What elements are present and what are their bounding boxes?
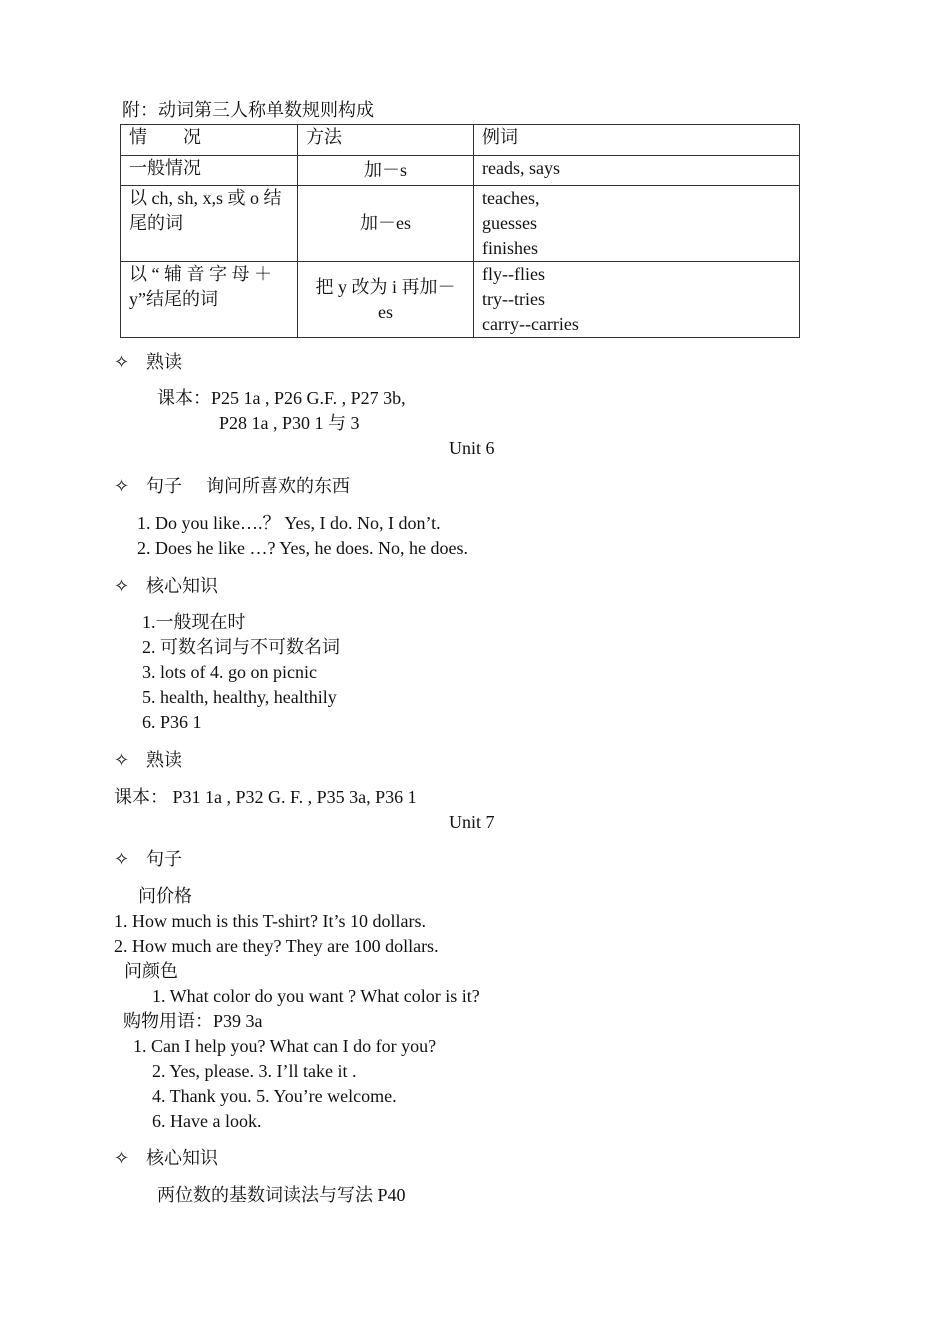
sentence-line: 1. Do you like….？ Yes, I do. No, I don’t. (137, 513, 441, 533)
table-row (121, 262, 800, 338)
core-item: 两位数的基数词读法与写法 P40 (157, 1185, 406, 1205)
sentence-line: 1. How much is this T-shirt? It’s 10 dollars. (114, 911, 426, 931)
unit-title: Unit 6 (449, 438, 495, 458)
header-method: 方法 (298, 125, 474, 156)
table-row (121, 186, 800, 262)
row-examples: teaches, guesses finishes (474, 186, 800, 262)
read-line: P28 1a , P30 1 与 3 (219, 413, 360, 433)
sentence-line: 1. What color do you want ? What color is it? (152, 986, 480, 1006)
core-item: 6. P36 1 (142, 712, 202, 732)
section-heading-core: ✧ 核心知识 (114, 576, 218, 597)
star-bullet-icon: ✧ (114, 1148, 130, 1169)
sentence-line: 6. Have a look. (152, 1111, 262, 1131)
unit-title: Unit 7 (449, 812, 495, 832)
sentence-line: 2. How much are they? They are 100 dollars. (114, 936, 439, 956)
star-bullet-icon: ✧ (114, 476, 130, 497)
sentence-line: 2. Yes, please. 3. I’ll take it . (152, 1061, 357, 1081)
subheading-shopping: 购物用语：P39 3a (123, 1011, 263, 1031)
core-item: 5. health, healthy, healthily (142, 687, 337, 707)
row-situation: 一般情况 (121, 156, 298, 186)
section-heading-read: ✧ 熟读 (114, 750, 182, 771)
sentence-line: 1. Can I help you? What can I do for you? (133, 1036, 437, 1056)
header-examples: 例词 (474, 125, 800, 156)
section-heading-core: ✧ 核心知识 (114, 1148, 218, 1169)
read-line: 课本： P31 1a , P32 G. F. , P35 3a, P36 1 (114, 787, 417, 807)
core-item: 1.一般现在时 (142, 612, 246, 632)
header-situation: 情 况 (121, 125, 298, 156)
star-bullet-icon: ✧ (114, 849, 130, 870)
section-heading-sentences: ✧ 句子 询问所喜欢的东西 (114, 476, 350, 497)
section-heading-sentences: ✧ 句子 (114, 849, 182, 870)
subheading-ask-color: 问颜色 (124, 961, 178, 981)
table-header-row (121, 125, 800, 156)
row-situation: 以 ch, sh, x,s 或 o 结 尾的词 (121, 186, 298, 262)
row-situation: 以 “ 辅 音 字 母 ＋ y”结尾的词 (121, 262, 298, 338)
core-item: 2. 可数名词与不可数名词 (142, 637, 340, 657)
row-examples: reads, says (474, 156, 800, 186)
read-line: 课本：P25 1a , P26 G.F. , P27 3b, (157, 388, 406, 408)
sentence-line: 4. Thank you. 5. You’re welcome. (152, 1086, 397, 1106)
row-method: 加－es (298, 186, 474, 262)
row-method: 把 y 改为 i 再加－ es (298, 262, 474, 338)
appendix-title: 附：动词第三人称单数规则构成 (122, 100, 374, 120)
section-heading-read: ✧ 熟读 (114, 352, 182, 373)
subheading-ask-price: 问价格 (138, 886, 192, 906)
verb-rules-table (120, 124, 800, 338)
star-bullet-icon: ✧ (114, 352, 130, 373)
core-item: 3. lots of 4. go on picnic (142, 662, 317, 682)
star-bullet-icon: ✧ (114, 576, 130, 597)
sentence-line: 2. Does he like …? Yes, he does. No, he does. (137, 538, 468, 558)
table-row (121, 156, 800, 186)
star-bullet-icon: ✧ (114, 750, 130, 771)
row-method: 加－s (298, 156, 474, 186)
row-examples: fly--flies try--tries carry--carries (474, 262, 800, 338)
